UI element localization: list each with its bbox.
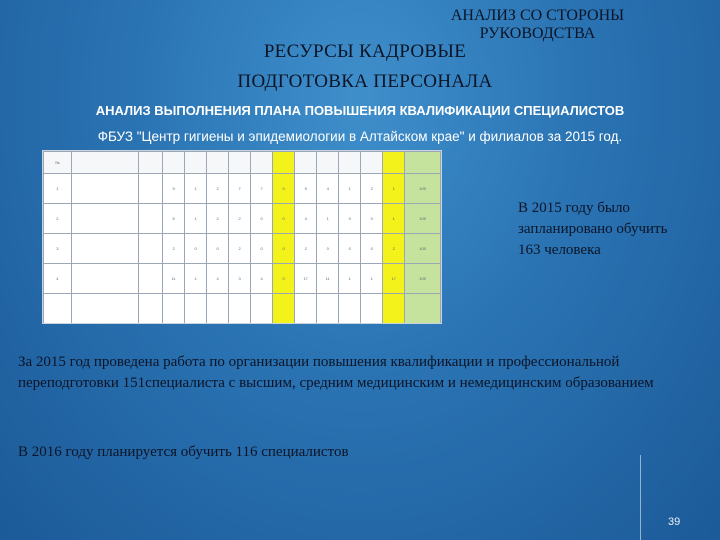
table-header-cell: №	[44, 152, 72, 174]
table-row: 3 2 0 0 2 0 0 2 0 0 0 2 100	[44, 233, 441, 263]
subtitle: АНАЛИЗ ВЫПОЛНЕНИЯ ПЛАНА ПОВЫШЕНИЯ КВАЛИФИКАЦИИ СПЕЦИАЛИСТОВ	[95, 103, 625, 118]
title-line-2: ПОДГОТОВКА ПЕРСОНАЛА	[237, 71, 493, 92]
training-plan-table	[42, 150, 442, 324]
main-title	[205, 37, 525, 97]
table-header-cell	[139, 152, 163, 174]
title-line-1: РЕСУРСЫ КАДРОВЫЕ	[263, 41, 467, 62]
table-header-cell	[71, 152, 138, 174]
summary-paragraph: За 2015 год проведена работа по организации повышения квалификации и профессиональной переподготовки 151специалиста с высшим, средним медицинским и немедицинским образованием	[18, 354, 654, 391]
plan-2016-paragraph: В 2016 году планируется обучить 116 специалистов	[18, 444, 349, 460]
plan-note: В 2015 году было запланировано обучить 163 человека	[518, 200, 668, 258]
organization-line: ФБУЗ "Центр гигиены и эпидемиологии в Алтайском крае" и филиалов за 2015 год.	[97, 129, 623, 144]
page-divider	[640, 455, 641, 540]
table-row: 4 11 1 4 3 4 0 17 11 1 1 17 100	[44, 263, 441, 293]
table-row: 1 9 1 2 7 7 0 5 4 1 2 1 100	[44, 174, 441, 204]
page-number: 39	[668, 516, 681, 528]
table-row: 2 5 1 2 2 0 0 4 1 0 0 1 100	[44, 203, 441, 233]
corner-title: АНАЛИЗ СО СТОРОНЫ РУКОВОДСТВА	[450, 7, 625, 42]
